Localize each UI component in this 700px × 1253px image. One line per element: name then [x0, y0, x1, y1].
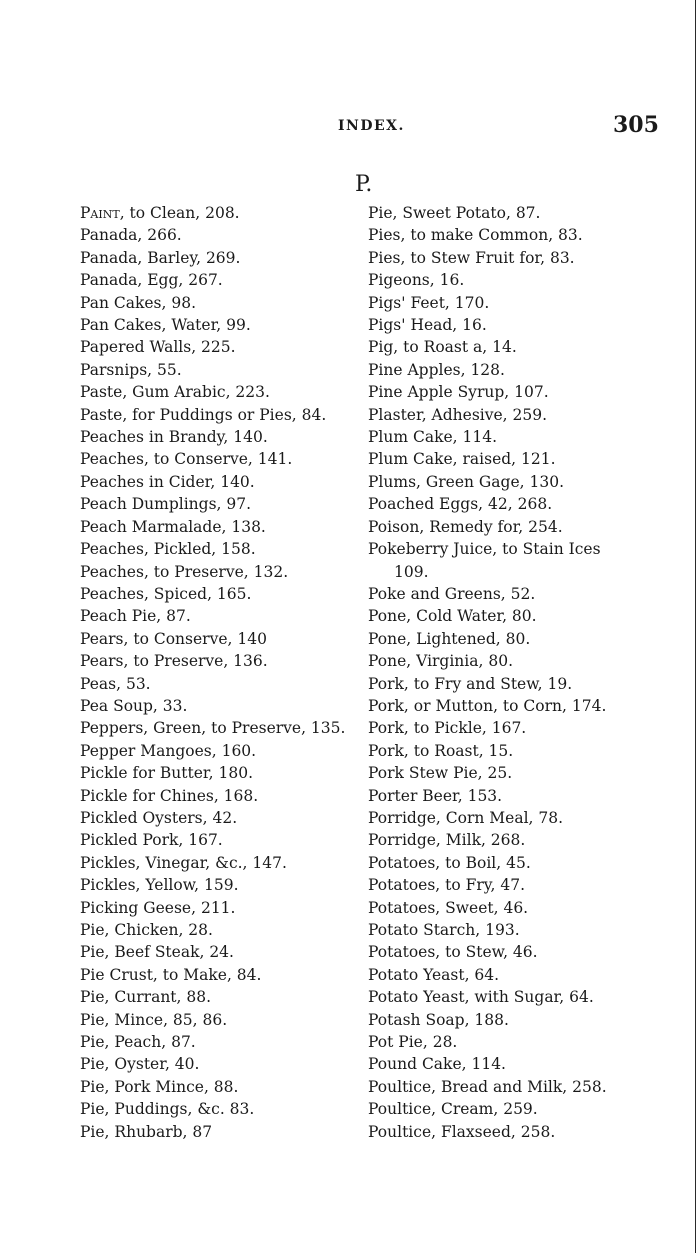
index-entry — [368, 202, 648, 224]
index-entry-text: Porridge, Corn Meal, 78. — [368, 808, 564, 827]
index-entry — [368, 605, 648, 627]
index-entry-text: Papered Walls, 225. — [80, 338, 236, 357]
index-entry-text: Peas, 53. — [80, 674, 151, 693]
index-entry-text: Pan Cakes, 98. — [80, 293, 197, 312]
index-entry — [80, 336, 360, 358]
index-entry-text: Pone, Virginia, 80. — [368, 652, 513, 671]
index-entry — [80, 740, 360, 762]
index-entry-text: Pigs' Head, 16. — [368, 316, 487, 335]
index-entry — [80, 381, 360, 403]
index-entry-text: Plaster, Adhesive, 259. — [368, 405, 548, 424]
index-entry — [80, 807, 360, 829]
index-entry-text: Peaches in Brandy, 140. — [80, 428, 268, 447]
index-entry-text: Pears, to Preserve, 136. — [80, 652, 268, 671]
index-entry-text: Potato Yeast, 64. — [368, 965, 500, 984]
index-entry — [80, 269, 360, 291]
index-entry-text: Pigs' Feet, 170. — [368, 293, 490, 312]
index-entry — [368, 964, 648, 986]
index-column-right — [368, 202, 648, 1143]
index-entry-text: Pie, Oyster, 40. — [80, 1055, 200, 1074]
index-entry-text: Pie, Peach, 87. — [80, 1033, 196, 1052]
index-entry — [80, 1031, 360, 1053]
index-entry — [80, 224, 360, 246]
index-entry-text: Pigeons, 16. — [368, 271, 465, 290]
index-entry — [368, 897, 648, 919]
index-entry — [368, 404, 648, 426]
index-entry — [80, 516, 360, 538]
index-entry-text: Poison, Remedy for, 254. — [368, 517, 563, 536]
index-entry — [80, 785, 360, 807]
index-entry-text: Pepper Mangoes, 160. — [80, 741, 257, 760]
index-entry-text: Pork, to Pickle, 167. — [368, 719, 527, 738]
index-entry — [368, 1053, 648, 1075]
index-entry — [80, 493, 360, 515]
index-entry — [368, 1098, 648, 1120]
index-entry-text: Pears, to Conserve, 140 — [80, 629, 267, 648]
index-entry-text: Peach Marmalade, 138. — [80, 517, 266, 536]
index-entry — [368, 448, 648, 470]
index-entry-text: Peach Pie, 87. — [80, 607, 191, 626]
index-entry — [80, 874, 360, 896]
index-entry — [368, 695, 648, 717]
index-entry-text: Potash Soap, 188. — [368, 1010, 509, 1029]
index-entry — [80, 964, 360, 986]
index-entry — [80, 404, 360, 426]
index-entry-text: Peaches, Spiced, 165. — [80, 584, 252, 603]
index-entry-continuation: 109. — [394, 562, 429, 581]
index-entry — [80, 426, 360, 448]
index-entry-text: Pork Stew Pie, 25. — [368, 764, 513, 783]
index-entry — [368, 359, 648, 381]
index-entry — [80, 852, 360, 874]
index-entry — [368, 740, 648, 762]
index-entry — [80, 1098, 360, 1120]
index-entry — [368, 874, 648, 896]
index-entry-text: Panada, Egg, 267. — [80, 271, 223, 290]
index-entry — [80, 1076, 360, 1098]
index-entry-text: Pone, Cold Water, 80. — [368, 607, 537, 626]
index-entry — [80, 471, 360, 493]
index-entry — [80, 448, 360, 470]
index-entry-text: Plums, Green Gage, 130. — [368, 472, 565, 491]
index-entry-text: Poultice, Bread and Milk, 258. — [368, 1077, 607, 1096]
index-entry-text: Peppers, Green, to Preserve, 135. — [80, 719, 346, 738]
index-entry — [80, 762, 360, 784]
index-entry-text: Potato Starch, 193. — [368, 921, 520, 939]
index-entry — [80, 919, 360, 941]
index-entry-text: Pickle for Chines, 168. — [80, 786, 259, 805]
index-entry — [368, 292, 648, 314]
index-entry — [368, 919, 648, 941]
index-entry — [368, 269, 648, 291]
index-entry-text: Paste, for Puddings or Pies, 84. — [80, 405, 327, 424]
index-entry-text: Potato Yeast, with Sugar, 64. — [368, 988, 594, 1007]
index-column-left — [80, 202, 360, 1143]
index-entry — [80, 650, 360, 672]
index-entry — [368, 1076, 648, 1098]
index-entry — [80, 314, 360, 336]
index-entry-text: Peach Dumplings, 97. — [80, 495, 252, 514]
index-entry — [368, 852, 648, 874]
index-entry-text: Plum Cake, 114. — [368, 428, 498, 447]
index-entry-text: Potatoes, Sweet, 46. — [368, 898, 529, 917]
index-entry — [80, 986, 360, 1008]
index-entry — [80, 561, 360, 583]
index-entry — [368, 224, 648, 246]
index-entry-text: Pickled Pork, 167. — [80, 831, 223, 850]
index-entry-text: Pickles, Yellow, 159. — [80, 876, 239, 895]
index-entry-text: Peaches, to Conserve, 141. — [80, 450, 293, 469]
index-entry — [80, 1009, 360, 1031]
index-entry-text: Peaches, Pickled, 158. — [80, 540, 256, 559]
index-entry — [80, 673, 360, 695]
index-entry — [368, 717, 648, 739]
index-entry-text: Pone, Lightened, 80. — [368, 629, 531, 648]
index-entry-text: Paste, Gum Arabic, 223. — [80, 383, 270, 402]
index-entry-text: Pie, Puddings, &c. 83. — [80, 1100, 255, 1119]
index-entry — [368, 1121, 648, 1143]
index-entry-text: Pie, Pork Mince, 88. — [80, 1077, 239, 1096]
index-entry — [368, 807, 648, 829]
index-entry — [368, 381, 648, 403]
page-number: 305 — [613, 112, 659, 138]
index-entry-text: Pine Apples, 128. — [368, 360, 505, 379]
index-entry — [368, 493, 648, 515]
section-letter: P. — [355, 172, 373, 197]
index-entry-text: Peaches in Cider, 140. — [80, 472, 255, 491]
index-entry — [368, 471, 648, 493]
index-entry-text: Pork, to Fry and Stew, 19. — [368, 674, 573, 693]
index-entry — [368, 426, 648, 448]
page-edge-line — [695, 0, 696, 1253]
index-entry — [368, 673, 648, 695]
index-entry-text: Pickled Oysters, 42. — [80, 808, 238, 827]
index-entry-text — [80, 202, 360, 224]
index-entry-text: Pie, Currant, 88. — [80, 988, 212, 1007]
index-entry-text: Pickle for Butter, 180. — [80, 764, 253, 783]
index-entry-text: Pickles, Vinegar, &c., 147. — [80, 853, 287, 872]
index-entry — [368, 583, 648, 605]
index-entry — [80, 605, 360, 627]
index-entry-text: Pies, to make Common, 83. — [368, 226, 583, 245]
index-entry-text: Poached Eggs, 42, 268. — [368, 495, 553, 514]
index-entry — [80, 1121, 360, 1143]
index-entry-text: Plum Cake, raised, 121. — [368, 450, 556, 469]
index-entry-rest: , to Clean, 208. — [119, 204, 240, 222]
index-entry-text: Peaches, to Preserve, 132. — [80, 562, 289, 581]
index-entry-text: Potatoes, to Fry, 47. — [368, 876, 525, 895]
index-entry — [368, 785, 648, 807]
index-entry-text: Pies, to Stew Fruit for, 83. — [368, 248, 575, 267]
index-entry-text: Pie, Sweet Potato, 87. — [368, 204, 541, 222]
index-entry — [368, 247, 648, 269]
index-entry — [368, 336, 648, 358]
index-entry — [80, 202, 360, 224]
index-entry — [368, 762, 648, 784]
index-entry — [368, 941, 648, 963]
index-entry-text: Parsnips, 55. — [80, 360, 182, 379]
index-entry — [80, 695, 360, 717]
index-entry-text: Pine Apple Syrup, 107. — [368, 383, 549, 402]
index-entry — [368, 628, 648, 650]
index-entry-text: Poke and Greens, 52. — [368, 584, 536, 603]
index-entry — [368, 986, 648, 1008]
index-entry — [80, 292, 360, 314]
index-entry-text: Pork, to Roast, 15. — [368, 741, 514, 760]
index-entry — [80, 359, 360, 381]
index-entry-text: Pokeberry Juice, to Stain Ices — [368, 540, 601, 559]
index-entry-text: Pan Cakes, Water, 99. — [80, 316, 251, 335]
index-entry-text: Pot Pie, 28. — [368, 1033, 458, 1052]
index-entry — [368, 1009, 648, 1031]
index-entry-text: Pea Soup, 33. — [80, 696, 188, 715]
index-entry — [80, 941, 360, 963]
index-entry-lead-word: Paint — [80, 204, 120, 222]
index-entry-text: Poultice, Cream, 259. — [368, 1100, 538, 1119]
index-entry — [80, 628, 360, 650]
index-entry-text: Pork, or Mutton, to Corn, 174. — [368, 696, 607, 715]
index-entry-text: Pie Crust, to Make, 84. — [80, 965, 262, 984]
index-entry-text: Pie, Rhubarb, 87 — [80, 1122, 213, 1141]
index-entry — [368, 516, 648, 538]
index-entry-text: Poultice, Flaxseed, 258. — [368, 1122, 556, 1141]
index-entry — [80, 583, 360, 605]
index-entry-text: Potatoes, to Stew, 46. — [368, 943, 538, 962]
index-entry-text: Pound Cake, 114. — [368, 1055, 506, 1074]
index-entry-text: Potatoes, to Boil, 45. — [368, 853, 531, 872]
index-entry-text: Panada, 266. — [80, 226, 182, 245]
index-entry — [80, 829, 360, 851]
index-entry-text: Panada, Barley, 269. — [80, 248, 241, 267]
index-entry — [80, 1053, 360, 1075]
index-entry — [80, 538, 360, 560]
index-entry-text: Picking Geese, 211. — [80, 898, 236, 917]
index-entry — [80, 897, 360, 919]
index-entry-text: Pie, Chicken, 28. — [80, 921, 213, 939]
index-entry — [368, 650, 648, 672]
index-entry — [368, 538, 648, 583]
index-entry-text: Pig, to Roast a, 14. — [368, 338, 517, 357]
index-entry — [368, 1031, 648, 1053]
index-entry-text: Pie, Mince, 85, 86. — [80, 1010, 228, 1029]
index-entry — [80, 247, 360, 269]
index-entry — [368, 314, 648, 336]
index-entry — [80, 717, 360, 739]
index-entry-text: Pie, Beef Steak, 24. — [80, 943, 234, 962]
index-entry — [368, 829, 648, 851]
running-head: INDEX. — [338, 118, 405, 134]
index-entry-text: Porter Beer, 153. — [368, 786, 503, 805]
index-entry-text: Porridge, Milk, 268. — [368, 831, 526, 850]
